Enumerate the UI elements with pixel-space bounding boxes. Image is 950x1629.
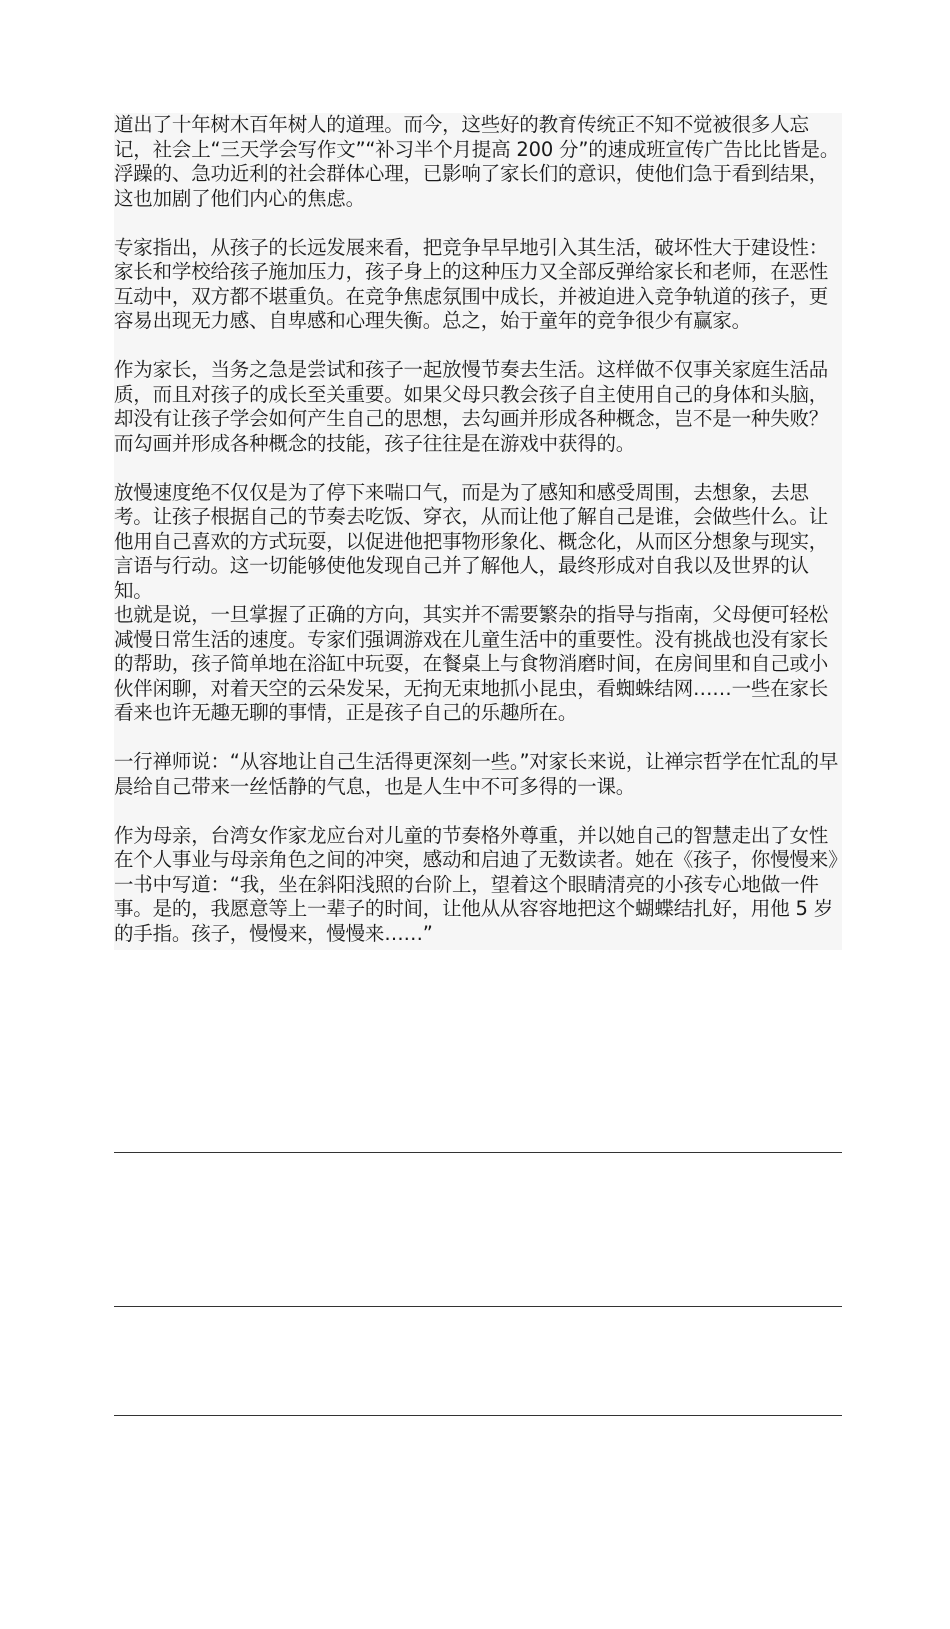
paragraph-zen-master: 一行禅师说：“从容地让自己生活得更深刻一些。”对家长来说，让禅宗哲学在忙乱的早晨给自己带来一丝恬静的气息，也是人生中不可多得的一课。 — [114, 750, 839, 798]
paragraph-education-tradition: 道出了十年树木百年树人的道理。而今，这些好的教育传统正不知不觉被很多人忘记，社会上“三天学会写作文”“补习半个月提高 200 分”的速成班宣传广告比比皆是。浮躁的、急功近利的社会群体心理，已影响了家长们的意识，使他们急于看到结果，这也加剧了他们内心的焦虑。 — [114, 113, 840, 210]
paragraph-long-yingtai: 作为母亲，台湾女作家龙应台对儿童的节奏格外尊重，并以她自己的智慧走出了女性在个人事业与母亲角色之间的冲突，感动和启迪了无数读者。她在《孩子，你慢慢来》一书中写道：“我，坐在斜阳浅照的台阶上，望着这个眼睛清亮的小孩专心地做一件事。是的，我愿意等上一辈子的时间，让他从从容容地把这个蝴蝶结扎好，用他 5 岁的手指。孩子，慢慢来，慢慢来……” — [114, 823, 838, 945]
paragraph-slow-down-purpose: 放慢速度绝不仅仅是为了停下来喘口气，而是为了感知和感受周围，去想象，去思考。让孩子根据自己的节奏去吃饭、穿衣，从而让他了解自己是谁，会做些什么。让他用自己喜欢的方式玩耍，以促进他把事物形象化、概念化，从而区分想象与现实，言语与行动。这一切能够使他发现自己并了解他人，最终形成对自我以及世界的认知。 — [114, 480, 829, 602]
answer-line-1 — [114, 1152, 842, 1153]
paragraph-play-importance: 也就是说，一旦掌握了正确的方向，其实并不需要繁杂的指导与指南，父母便可轻松减慢日常生活的速度。专家们强调游戏在儿童生活中的重要性。没有挑战也没有家长的帮助，孩子简单地在浴缸中玩耍，在餐桌上与食物消磨时间，在房间里和自己或小伙伴闲聊，对着天空的云朵发呆，无拘无束地抓小昆虫，看蜘蛛结网……一些在家长看来也许无趣无聊的事情，正是孩子自己的乐趣所在。 — [114, 603, 829, 724]
paragraph-expert-opinion: 专家指出，从孩子的长远发展来看，把竞争早早地引入其生活，破坏性大于建设性：家长和学校给孩子施加压力，孩子身上的这种压力又全部反弹给家长和老师，在恶性互动中，双方都不堪重负。在竞争焦虑氛围中成长，并被迫进入竞争轨道的孩子，更容易出现无力感、自卑感和心理失衡。总之，始于童年的竞争很少有赢家。 — [114, 235, 829, 332]
article-text-block — [114, 113, 842, 950]
answer-line-2 — [114, 1306, 842, 1307]
paragraph-slow-pace: 作为家长，当务之急是尝试和孩子一起放慢节奏去生活。这样做不仅事关家庭生活品质，而且对孩子的成长至关重要。如果父母只教会孩子自主使用自己的身体和头脑，却没有让孩子学会如何产生自己的思想，去勾画并形成各种概念，岂不是一种失败？而勾画并形成各种概念的技能，孩子往往是在游戏中获得的。 — [114, 358, 829, 455]
answer-line-3 — [114, 1415, 842, 1416]
